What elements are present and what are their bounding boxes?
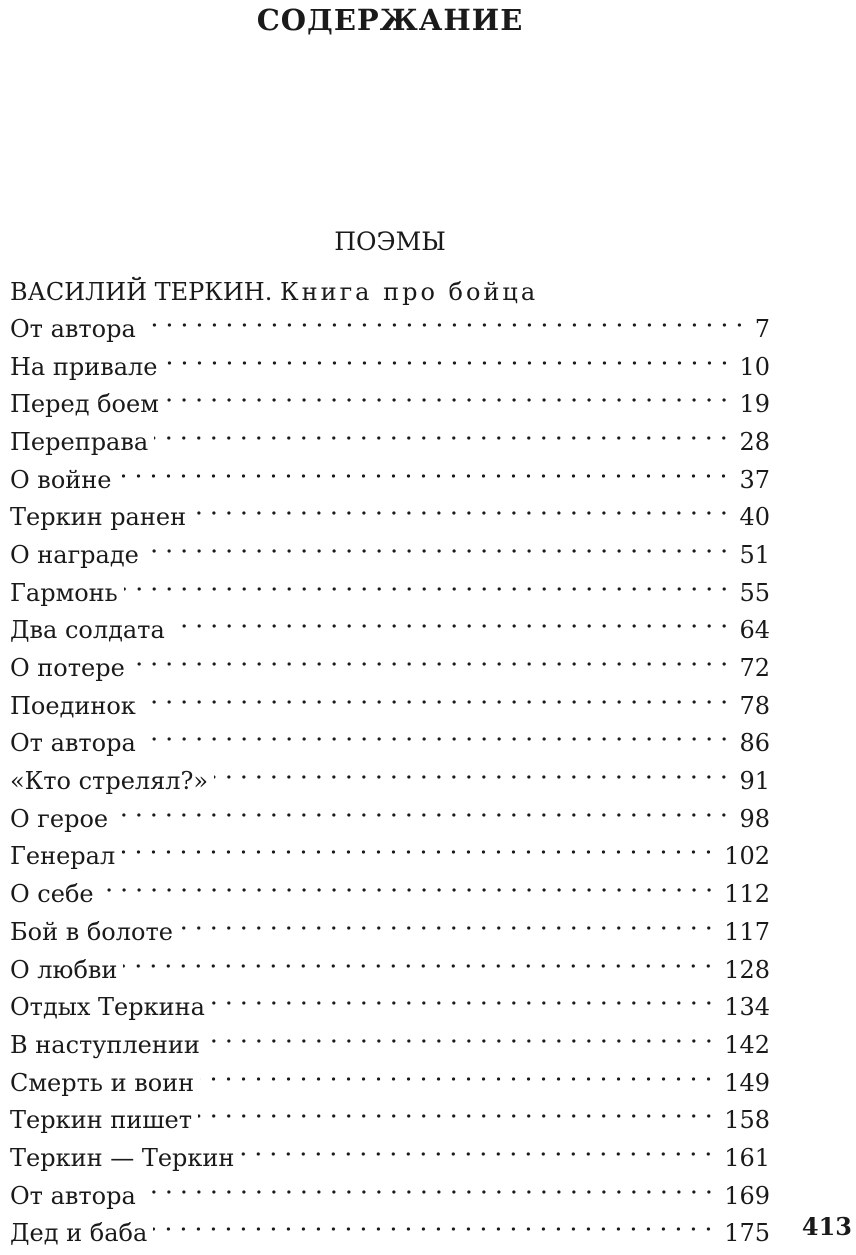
toc-entry xyxy=(10,612,770,650)
dot-leader xyxy=(131,660,732,690)
dot-leader xyxy=(165,396,732,426)
toc-entry-page: 112 xyxy=(724,880,770,909)
dot-leader xyxy=(171,622,732,652)
toc-entry xyxy=(10,574,770,612)
dot-leader xyxy=(206,1037,716,1067)
dot-leader xyxy=(142,735,732,765)
toc-entry xyxy=(10,762,770,800)
toc-entry-page: 7 xyxy=(754,314,770,343)
toc-entry-title: Теркин ранен xyxy=(10,503,187,532)
dot-leader xyxy=(117,472,731,502)
dot-leader xyxy=(211,999,716,1029)
dot-leader xyxy=(164,359,732,389)
dot-leader xyxy=(124,585,732,615)
toc-entry-title: Бой в болоте xyxy=(10,917,173,946)
toc-entry xyxy=(10,498,770,536)
toc-entry-title: Отдых Теркина xyxy=(10,993,205,1022)
toc-entry-title: От автора xyxy=(10,314,136,343)
toc-entry-page: 161 xyxy=(724,1143,770,1172)
dot-leader xyxy=(100,886,717,916)
dot-leader xyxy=(142,1188,716,1218)
toc-entry xyxy=(10,913,770,951)
dot-leader xyxy=(154,434,731,464)
toc-entry-page: 78 xyxy=(739,691,770,720)
toc-entry xyxy=(10,536,770,574)
toc-entry xyxy=(10,348,770,386)
dot-leader xyxy=(214,773,731,803)
toc-entry-title: В наступлении xyxy=(10,1030,200,1059)
toc-entry-page: 102 xyxy=(724,842,770,871)
toc-entry-title: Перед боем xyxy=(10,390,159,419)
dot-leader xyxy=(240,1150,716,1180)
toc-entry-title: О любви xyxy=(10,955,118,984)
toc-entry-page: 72 xyxy=(739,654,770,683)
toc-entry-title: «Кто стрелял?» xyxy=(10,767,209,796)
toc-entry-page: 86 xyxy=(739,729,770,758)
dot-leader xyxy=(145,547,732,577)
toc-entry-page: 98 xyxy=(739,804,770,833)
toc-entry-title: Переправа xyxy=(10,427,149,456)
toc-entry-title: Смерть и воин xyxy=(10,1068,195,1097)
toc-entry-title: На привале xyxy=(10,352,158,381)
toc-entry-title: Дед и баба xyxy=(10,1219,148,1248)
toc-entry-title: Гармонь xyxy=(10,578,118,607)
toc-entry-page: 28 xyxy=(739,427,770,456)
book-title-main: ВАСИЛИЙ ТЕРКИН. xyxy=(10,278,273,306)
dot-leader xyxy=(114,811,731,841)
toc-entry xyxy=(10,838,770,876)
dot-leader xyxy=(200,1075,716,1105)
section-title: ПОЭМЫ xyxy=(334,227,446,256)
toc-entry-page: 19 xyxy=(739,390,770,419)
toc-entry-title: О потере xyxy=(10,654,125,683)
toc-entry-page: 169 xyxy=(724,1181,770,1210)
toc-entry-title: Теркин — Теркин xyxy=(10,1143,235,1172)
toc-entry xyxy=(10,725,770,763)
toc-entry-title: Теркин пишет xyxy=(10,1106,192,1135)
toc-entry xyxy=(10,1139,770,1177)
toc-entry-page: 175 xyxy=(724,1219,770,1248)
dot-leader xyxy=(153,1225,716,1255)
dot-leader xyxy=(142,321,747,351)
toc-entry-title: О герое xyxy=(10,804,109,833)
toc-entry xyxy=(10,1177,770,1215)
book-title xyxy=(10,274,538,310)
dot-leader xyxy=(121,848,716,878)
toc-entry-page: 40 xyxy=(739,503,770,532)
toc-entry xyxy=(10,1026,770,1064)
dot-leader xyxy=(192,509,731,539)
dot-leader xyxy=(123,962,716,992)
book-subtitle: Книга про бойца xyxy=(280,278,539,306)
toc-entry-title: Генерал xyxy=(10,842,116,871)
toc-entry-page: 55 xyxy=(739,578,770,607)
toc-entry xyxy=(10,1101,770,1139)
toc-entry-page: 51 xyxy=(739,540,770,569)
toc-entry xyxy=(10,875,770,913)
toc-entry-title: О себе xyxy=(10,880,94,909)
toc-entry-title: Два солдата xyxy=(10,616,165,645)
toc-entry xyxy=(10,310,770,348)
toc-entry xyxy=(10,951,770,989)
toc-entry xyxy=(10,649,770,687)
toc-entry xyxy=(10,988,770,1026)
toc-entry xyxy=(10,461,770,499)
toc-entry xyxy=(10,1064,770,1102)
toc-entry xyxy=(10,1215,770,1253)
table-of-contents xyxy=(10,310,770,1252)
toc-entry xyxy=(10,800,770,838)
dot-leader xyxy=(142,698,732,728)
toc-entry xyxy=(10,385,770,423)
toc-entry-title: От автора xyxy=(10,1181,136,1210)
toc-entry-title: Поединок xyxy=(10,691,136,720)
dot-leader xyxy=(179,924,716,954)
toc-entry-page: 134 xyxy=(724,993,770,1022)
toc-entry-title: О войне xyxy=(10,465,112,494)
toc-entry-title: О награде xyxy=(10,540,139,569)
toc-entry-page: 10 xyxy=(739,352,770,381)
toc-entry xyxy=(10,687,770,725)
toc-entry-page: 91 xyxy=(739,767,770,796)
toc-entry-page: 128 xyxy=(724,955,770,984)
toc-entry-page: 37 xyxy=(739,465,770,494)
toc-entry-title: От автора xyxy=(10,729,136,758)
toc-entry-page: 149 xyxy=(724,1068,770,1097)
page-title: СОДЕРЖАНИЕ xyxy=(256,3,524,37)
toc-entry-page: 64 xyxy=(739,616,770,645)
toc-entry-page: 142 xyxy=(724,1030,770,1059)
toc-entry-page: 117 xyxy=(724,917,770,946)
dot-leader xyxy=(198,1112,716,1142)
toc-entry xyxy=(10,423,770,461)
toc-entry-page: 158 xyxy=(724,1106,770,1135)
page-number: 413 xyxy=(801,1212,852,1241)
